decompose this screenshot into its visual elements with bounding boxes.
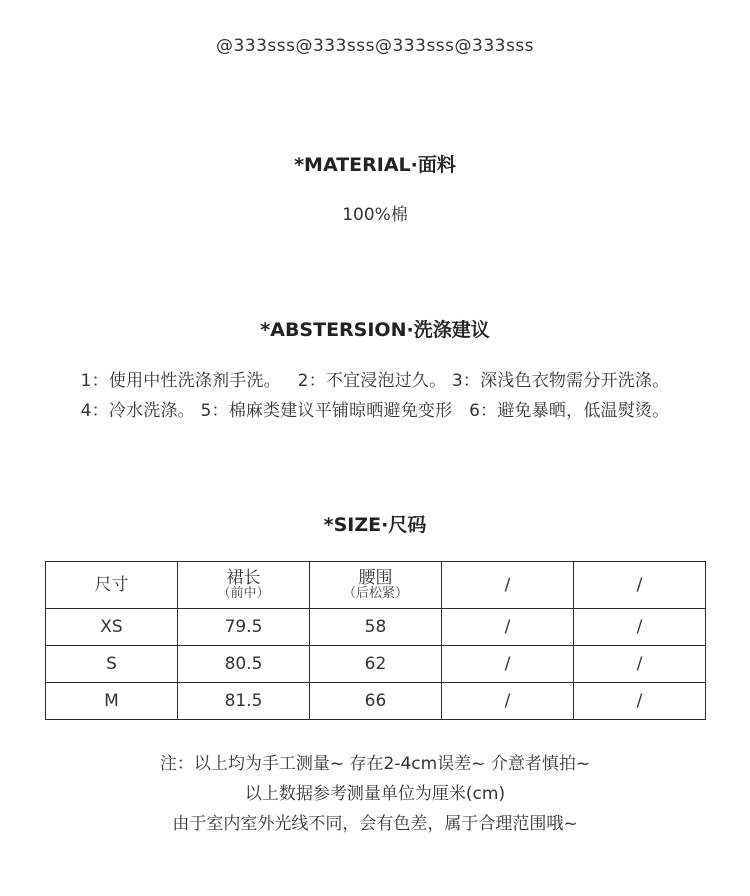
header-sublabel: （前中）	[217, 586, 270, 601]
table-cell: 79.5	[178, 609, 310, 646]
header-cell-empty-2	[574, 562, 706, 609]
size-heading: *SIZE·尺码	[323, 514, 427, 536]
color-difference-note: 由于室内室外光线不同，会有色差，属于合理范围哦~	[172, 814, 578, 834]
header-label: /	[504, 575, 511, 595]
table-cell: /	[442, 646, 574, 683]
material-heading: *MATERIAL·面料	[294, 154, 456, 176]
table-cell: 66	[310, 683, 442, 720]
header-sublabel: （后松紧）	[342, 586, 408, 601]
table-row	[46, 646, 706, 683]
abstersion-heading: *ABSTERSION·洗涤建议	[260, 319, 490, 341]
table-cell: 81.5	[178, 683, 310, 720]
table-cell: 80.5	[178, 646, 310, 683]
header-cell-waist	[310, 562, 442, 609]
header-label: /	[636, 575, 643, 595]
care-instructions-line-2: 4：冷水洗涤。 5：棉麻类建议平铺晾晒避免变形 6：避免暴晒，低温熨烫。	[80, 401, 670, 421]
header-cell-empty-1	[442, 562, 574, 609]
table-row	[46, 609, 706, 646]
table-cell: /	[574, 646, 706, 683]
measurement-note: 注：以上均为手工测量~ 存在2-4cm误差~ 介意者慎拍~	[159, 754, 591, 774]
table-cell: S	[46, 646, 178, 683]
header-label: 尺寸	[94, 575, 129, 595]
header-cell-size	[46, 562, 178, 609]
table-cell: 58	[310, 609, 442, 646]
table-cell: /	[574, 683, 706, 720]
size-table-header-row	[46, 562, 706, 609]
header-label: 裙长	[226, 568, 261, 588]
table-cell: 62	[310, 646, 442, 683]
care-instructions-line-1: 1：使用中性洗涤剂手洗。 2：不宜浸泡过久。 3：深浅色衣物需分开洗涤。	[80, 371, 670, 391]
table-cell: XS	[46, 609, 178, 646]
table-cell: /	[442, 609, 574, 646]
header-cell-length	[178, 562, 310, 609]
table-row	[46, 683, 706, 720]
unit-note: 以上数据参考测量单位为厘米(cm)	[244, 784, 506, 804]
table-cell: M	[46, 683, 178, 720]
header-label: 腰围	[358, 568, 393, 588]
table-cell: /	[442, 683, 574, 720]
watermark: @333sss@333sss@333sss@333sss	[215, 36, 535, 56]
size-table	[45, 561, 706, 720]
material-value: 100%棉	[342, 205, 408, 225]
table-cell: /	[574, 609, 706, 646]
